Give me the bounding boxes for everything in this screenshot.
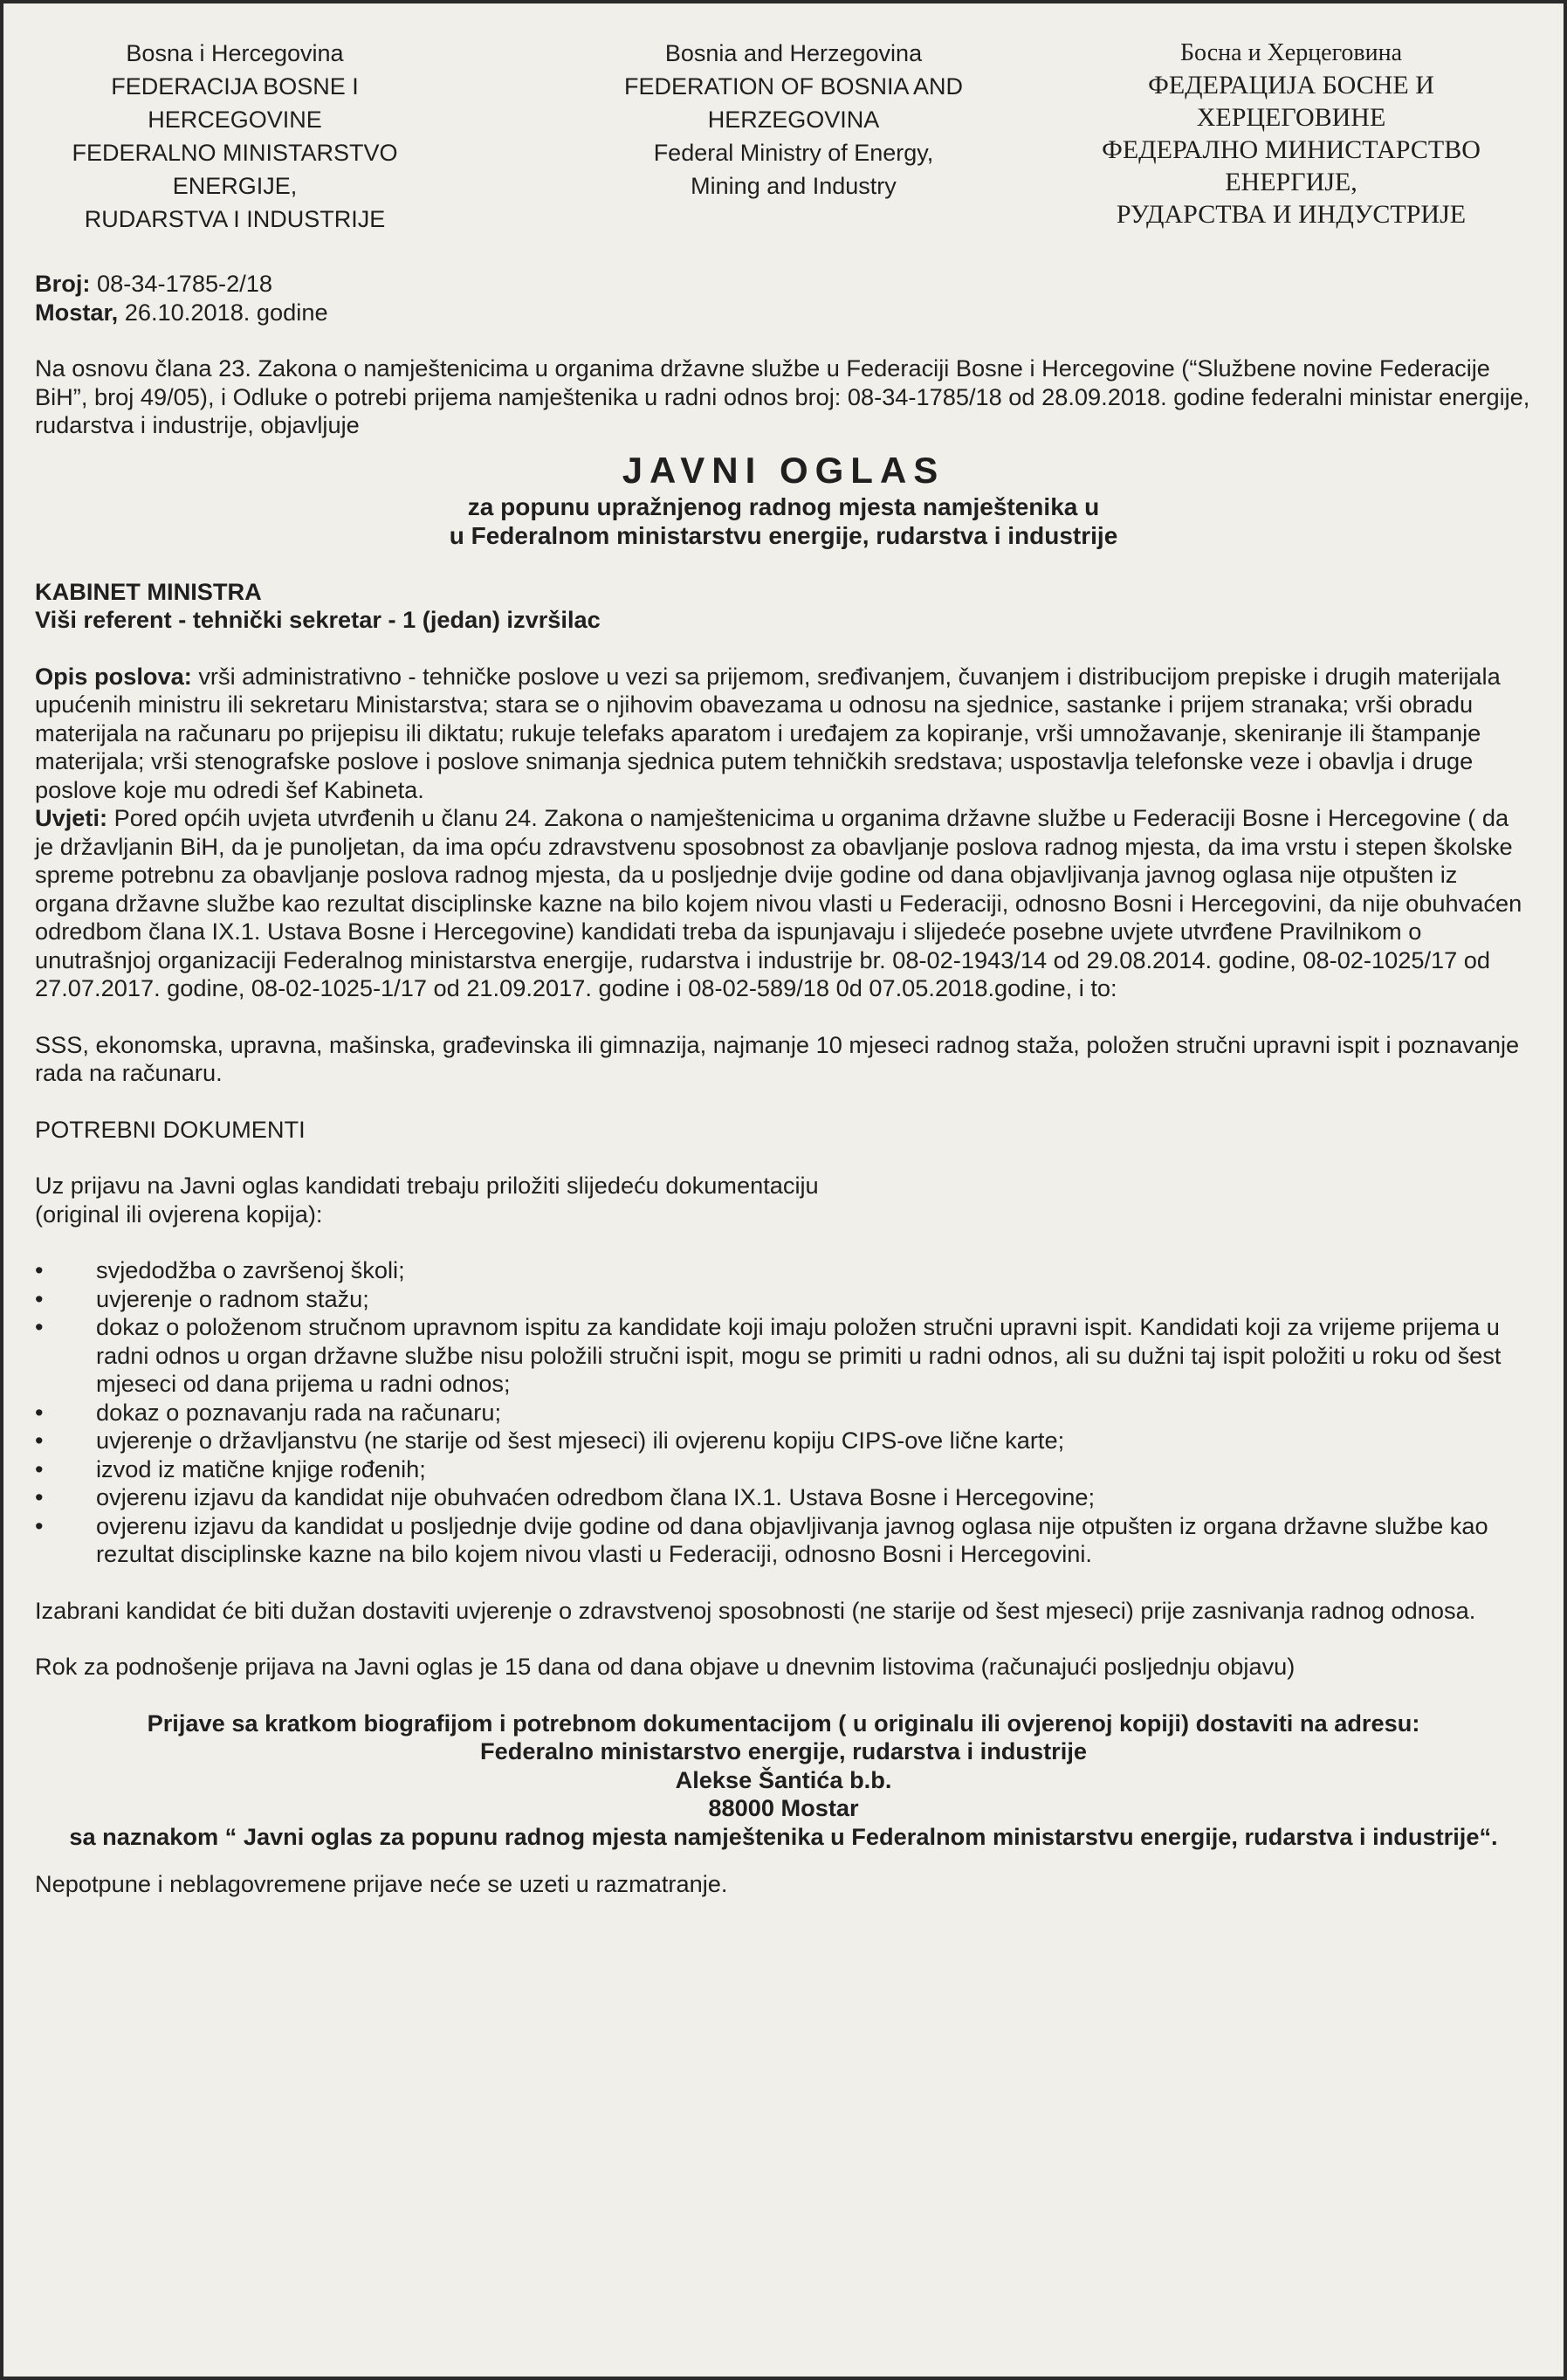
bullet: • (35, 1483, 44, 1510)
header-line: Bosnia and Herzegovina (664, 40, 923, 66)
bullet: • (35, 1313, 44, 1340)
envelope-marking: sa naznakom “ Javni oglas za popunu radnog mjesta namještenika u Federalnom ministarstvu energije, rudarstva i industrije“. (69, 1822, 1498, 1850)
documents-intro-note: (original ili ovjerena kopija): (35, 1200, 323, 1228)
header-line: Bosna i Hercegovina (126, 40, 344, 66)
intro-paragraph: Na osnovu člana 23. Zakona o namještenicima u organima državne službe u Federaciji Bosne i Hercegovine (“Službene novine Federacije BiH”, broj 49/05), i Odluke o potrebi prijema namještenika u radni odnos broj: 08-34-1785/18 od 28.09.2018. godine federalni ministar energije, rudarstva i industrije, objavljuje (35, 354, 1530, 438)
header-bosnian (43, 37, 427, 236)
documents-heading: POTREBNI DOKUMENTI (35, 1115, 306, 1143)
header-line: Mining and Industry (691, 173, 897, 199)
list-item (35, 1256, 1532, 1285)
job-description-text: vrši administrativno - tehničke poslove u vezi sa prijemom, sređivanjem, čuvanjem i distribucijom prepiske i drugih materijala upućenih ministru ili sekretaru Ministarstva; stara se o njihovim obavezama u odnosu na sjednice, sastanke i prijem stranaka; vrši obradu materijala na računaru po prijepisu ili diktatu; rukuje telefaks aparatom i uređajem za kopiranje, vrši umnožavanje, skeniranje ili štampanje materijala; vrši stenografske poslove i poslove snimanja sjednica putem tehničkih sredstava; uspostavlja telefonske veze i obavlja i druge poslove koje mu odredi šef Kabineta. (35, 662, 1501, 803)
list-item-text: izvod iz matične knjige rođenih; (96, 1455, 426, 1482)
list-item-text: ovjerenu izjavu da kandidat u posljednje dvije godine od dana objavljivanja javnog oglasa nije otpušten iz organa državne službe kao rezultat disciplinske kazne na bilo kojem nivou vlasti u Federaciji, odnosno Bosni i Hercegovini. (96, 1511, 1488, 1567)
place-label: Mostar, (35, 298, 119, 326)
list-item-text: uvjerenje o državljanstvu (ne starije od šest mjeseci) ili ovjerenu kopiju CIPS-ove lične karte; (96, 1427, 1065, 1454)
notice-title: JAVNI OGLAS (622, 449, 945, 491)
ref-label: Broj: (35, 270, 91, 297)
job-description (35, 663, 1532, 805)
place-date (35, 299, 1532, 327)
list-item-text: dokaz o poznavanju rada na računaru; (96, 1398, 502, 1426)
header-line: HERZEGOVINA (707, 107, 880, 133)
documents-list (35, 1256, 1532, 1569)
header-english (580, 37, 1007, 203)
header-line: HERCEGOVINE (148, 107, 322, 133)
job-description-label: Opis poslova: (35, 662, 192, 690)
application-deadline: Rok za podnošenje prijava na Javni oglas je 15 dana od dana objave u dnevnim listovima (računajući posljednju objavu) (35, 1653, 1296, 1680)
bullet: • (35, 1427, 44, 1454)
header-line: Federal Ministry of Energy, (653, 140, 934, 166)
requirements: SSS, ekonomska, upravna, mašinska, građevinska ili gimnazija, najmanje 10 mjeseci radnog staža, položen stručni upravni ispit i poznavanje rada na računaru. (35, 1030, 1520, 1086)
header-line: РУДАРСТВА И ИНДУСТРИЈЕ (1116, 200, 1467, 229)
header-line: Босна и Херцеговина (1179, 39, 1403, 66)
notice-subtitle-2: u Federalnom ministarstvu energije, rudarstva i industrije (449, 521, 1118, 549)
list-item-text: ovjerenu izjavu da kandidat nije obuhvaćen odredbom člana IX.1. Ustava Bosne i Hercegovine; (96, 1483, 1096, 1510)
bullet: • (35, 1511, 44, 1539)
documents-intro: Uz prijavu na Javni oglas kandidati trebaju priložiti slijedeću dokumentaciju (35, 1172, 819, 1199)
header-serbian (1042, 37, 1540, 230)
header-line: ЕНЕРГИЈЕ, (1225, 168, 1357, 196)
department-name: KABINET MINISTRA (35, 577, 262, 605)
notice-body (35, 270, 1532, 1899)
ref-value: 08-34-1785-2/18 (90, 270, 273, 297)
list-item-text: uvjerenje o radnom stažu; (96, 1284, 369, 1312)
incomplete-applications-note: Nepotpune i neblagovremene prijave neće se uzeti u razmatranje. (35, 1870, 728, 1897)
header-line: FEDERATION OF BOSNIA AND (623, 73, 964, 100)
recipient-street: Alekse Šantića b.b. (675, 1765, 892, 1793)
header-line: RUDARSTVA I INDUSTRIJE (84, 206, 386, 232)
notice-subtitle-1: za popunu upražnjenog radnog mjesta namještenika u (467, 492, 1100, 520)
list-item (35, 1399, 1532, 1427)
header-line: FEDERACIJA BOSNE I (111, 73, 359, 100)
conditions-label: Uvjeti: (35, 804, 108, 831)
bullet: • (35, 1256, 44, 1283)
header-line: ХЕРЦЕГОВИНЕ (1196, 103, 1386, 132)
bullet: • (35, 1284, 44, 1312)
health-certificate-note: Izabrani kandidat će biti dužan dostaviti uvjerenje o zdravstvenoj sposobnosti (ne starije od šest mjeseci) prije zasnivanja radnog odnosa. (35, 1596, 1476, 1624)
recipient-name: Federalno ministarstvo energije, rudarstva i industrije (480, 1737, 1087, 1764)
list-item-text: dokaz o položenom stručnom upravnom ispitu za kandidate koji imaju položen stručni upravni ispit. Kandidati koji za vrijeme prijema u radni odnos u organ državne službe nisu položili stručni ispit, mogu se primiti u radni odnos, ali su dužni taj ispit položiti u roku od šest mjeseci od dana prijema u radni odnos; (96, 1313, 1502, 1397)
conditions (35, 804, 1532, 1003)
header-line: ФЕДЕРАЦИЈА БОСНЕ И (1148, 71, 1434, 100)
header-line: ENERGIJE, (172, 173, 298, 199)
bullet: • (35, 1398, 44, 1426)
date-value: 26.10.2018. godine (118, 298, 328, 326)
list-item-text: svjedodžba o završenoj školi; (96, 1256, 405, 1283)
list-item (35, 1512, 1532, 1569)
recipient-city: 88000 Mostar (708, 1794, 859, 1821)
bullet: • (35, 1455, 44, 1482)
position-title: Viši referent - tehnički sekretar - 1 (jedan) izvršilac (35, 606, 601, 633)
list-item (35, 1313, 1532, 1399)
submission-instructions: Prijave sa kratkom biografijom i potrebnom dokumentacijom ( u originalu ili ovjerenoj kopiji) dostaviti na adresu: (147, 1709, 1420, 1737)
list-item (35, 1427, 1532, 1455)
list-item (35, 1285, 1532, 1314)
list-item (35, 1455, 1532, 1484)
list-item (35, 1483, 1532, 1512)
header-line: FEDERALNO MINISTARSTVO (72, 140, 398, 166)
reference-number (35, 270, 1532, 299)
header-line: ФЕДЕРАЛНО МИНИСТАРСТВО (1102, 135, 1481, 164)
conditions-text: Pored općih uvjeta utvrđenih u članu 24. Zakona o namještenicima u organima državne službe u Federaciji Bosne i Hercegovine ( da je državljanin BiH, da je punoljetan, da ima opću zdravstvenu sposobnost za obavljanje poslova radnog mjesta, da ima vrstu i stepen školske spreme potrebnu za obavljanje poslova radnog mjesta, da u posljednje dvije godine od dana objavljivanja javnog oglasa nije otpušten iz organa državne službe kao rezultat disciplinske kazne na bilo kojem nivou vlasti u Federaciji, odnosno Bosni i Hercegovini, da nije obuhvaćen odredbom člana IX.1. Ustava Bosne i Hercegovine) kandidati treba da ispunjavaju i slijedeće posebne uvjete utvrđene Pravilnikom o unutrašnjoj organizaciji Federalnog ministarstva energije, rudarstva i industrije br. 08-02-1943/14 od 29.08.2014. godine, 08-02-1025/17 od 27.07.2017. godine, 08-02-1025-1/17 od 21.09.2017. godine i 08-02-589/18 0d 07.05.2018.godine, i to: (35, 804, 1522, 1001)
